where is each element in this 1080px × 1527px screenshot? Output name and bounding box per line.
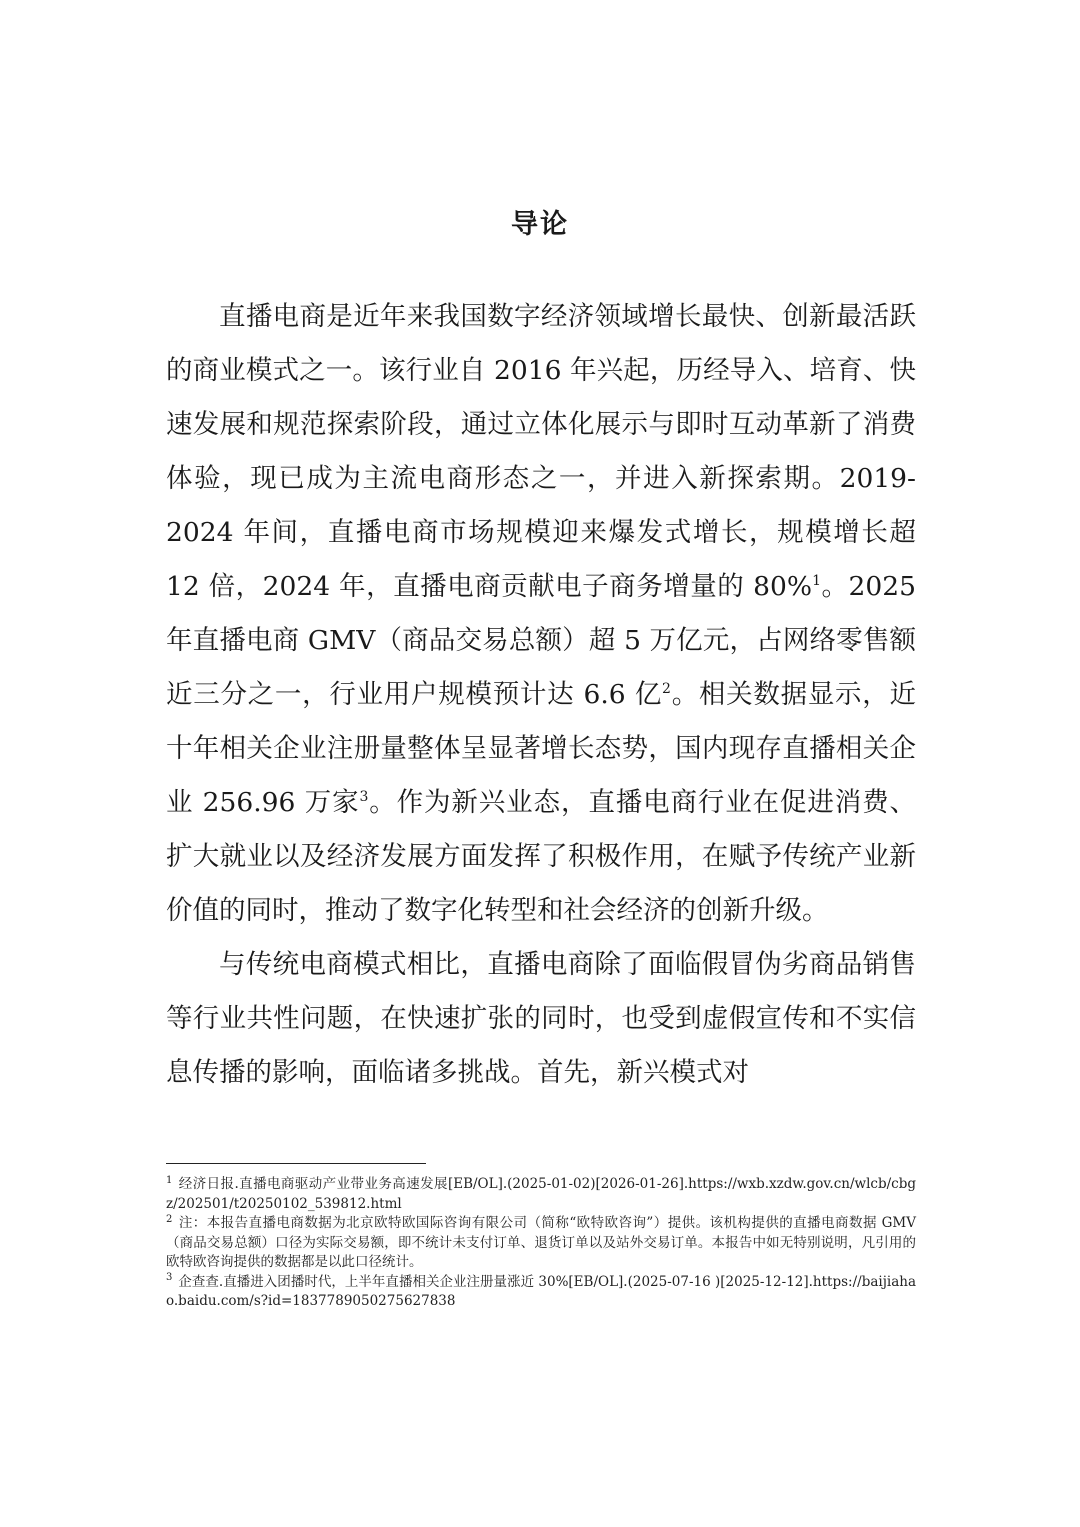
paragraph-1 (166, 290, 916, 938)
footnote-text-3: 企查查.直播进入团播时代，上半年直播相关企业注册量涨近 30%[EB/OL].(2025-07-16 )[2025-12-12].https://baijiahao.baidu.com/s?id=1837789050275627838 (166, 1273, 916, 1309)
footnotes (166, 1175, 916, 1312)
footnote-mark-3: 3 (166, 1272, 173, 1283)
footnote-mark-2: 2 (166, 1213, 173, 1225)
paragraph-1-text-a: 直播电商是近年来我国数字经济领域增长最快、创新最活跃的商业模式之一。该行业自 2016 年兴起，历经导入、培育、快速发展和规范探索阶段，通过立体化展示与即时互动革新了消费体验，现已成为主流电商形态之一，并进入新探索期。2019-2024 年间，直播电商市场规模迎来爆发式增长，规模增长超 12 倍，2024 年，直播电商贡献电子商务增量的 80% (166, 301, 916, 602)
paragraph-1-text-c: 。相关数据显示，近十年相关企业注册量整体呈显著增长态势，国内现存直播相关企业 256.96 万家 (166, 679, 916, 818)
paragraph-2 (166, 938, 916, 1100)
footnote-1 (166, 1175, 916, 1214)
footnote-ref-3: 3 (359, 789, 369, 806)
paragraph-2-text: 与传统电商模式相比，直播电商除了面临假冒伪劣商品销售等行业共性问题，在快速扩张的同时，也受到虚假宣传和不实信息传播的影响，面临诸多挑战。首先，新兴模式对 (166, 949, 916, 1088)
footnote-ref-2: 2 (662, 681, 671, 698)
footnote-text-2: 注：本报告直播电商数据为北京欧特欧国际咨询有限公司（简称“欧特欧咨询”）提供。该机构提供的直播电商数据 GMV（商品交易总额）口径为实际交易额，即不统计未支付订单、退货订单以及站外交易订单。本报告中如无特别说明，凡引用的欧特欧咨询提供的数据都是以此口径统计。 (166, 1215, 916, 1270)
footnote-3 (166, 1273, 916, 1312)
paragraph-1-text-d: 。作为新兴业态，直播电商行业在促进消费、扩大就业以及经济发展方面发挥了积极作用，在赋予传统产业新价值的同时，推动了数字化转型和社会经济的创新升级。 (166, 787, 917, 926)
footnote-divider (166, 1163, 426, 1164)
footnote-2 (166, 1214, 916, 1273)
footnote-mark-1: 1 (166, 1174, 173, 1186)
paragraph-1-text-b: 。2025 年直播电商 GMV（商品交易总额）超 5 万亿元，占网络零售额近三分之一，行业用户规模预计达 6.6 亿 (166, 571, 916, 710)
page-title: 导论 (511, 209, 569, 240)
footnote-ref-1: 1 (812, 573, 822, 590)
footnote-text-1: 经济日报.直播电商驱动产业带业务高速发展[EB/OL].(2025-01-02)[2026-01-26].https://wxb.xzdw.gov.cn/wlcb/cbgz/202501/t20250102_539812.html (166, 1176, 916, 1212)
body-text (166, 290, 916, 1100)
